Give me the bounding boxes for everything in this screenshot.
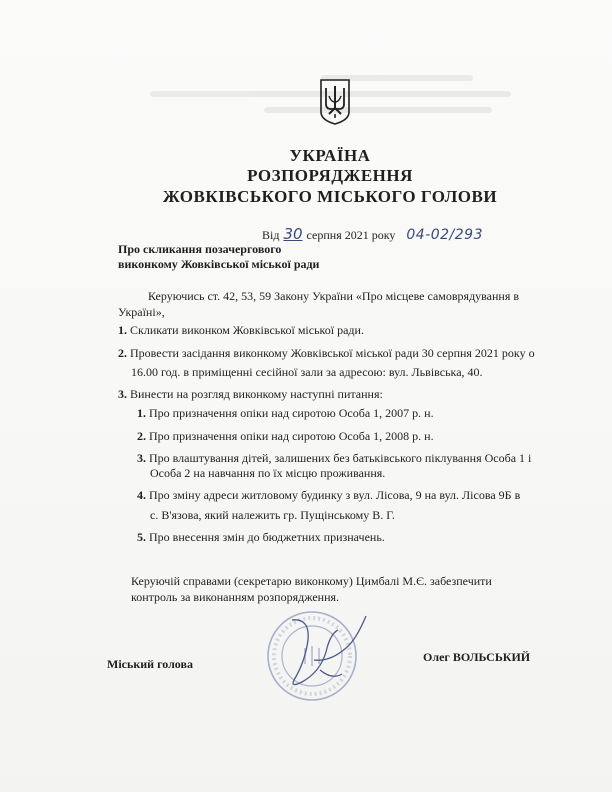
sub-item-4 [137,487,520,503]
signature-position: Міський голова [107,657,193,671]
sub-item-3 [137,450,531,466]
item-1 [118,322,364,338]
item-2-text-line-1: Провести засідання виконкому Жовківської міської ради 30 серпня 2021 року о [130,346,535,360]
sub-item-3-text-line-1: Про влаштування дітей, залишених без батьківського піклування Особа 1 і [149,451,532,465]
sub-item-1-text: Про призначення опіки над сиротою Особа 1, 2007 р. н. [149,406,434,420]
subject-line-1: Про скликання позачергового [118,242,282,256]
sub-item-1-number: 1. [137,406,146,420]
item-2 [118,345,535,361]
sub-item-4-text-line-2: с. В'язова, який належить гр. Пущінському В. Г. [150,508,395,522]
preamble-line-1: Керуючись ст. 42, 53, 59 Закону України «Про місцеве самоврядування в [148,289,520,303]
sub-item-2 [137,428,434,444]
sub-item-5 [137,529,385,545]
sub-item-4-text-line-1: Про зміну адреси житловому будинку з вул. Лісова, 9 на вул. Лісова 9Б в [149,488,521,502]
sub-item-2-text: Про призначення опіки над сиротою Особа 1, 2008 р. н. [149,429,434,443]
date-line [262,225,483,243]
item-1-text: Скликати виконком Жовківської міської ради. [130,323,364,337]
date-prefix: Від [262,228,280,242]
control-line-2: контроль за виконанням розпорядження. [131,590,340,604]
item-3-number: 3. [118,387,127,401]
item-1-number: 1. [118,323,127,337]
preamble-line-2: Україні», [118,305,165,319]
header-country: УКРАЇНА [289,146,371,165]
date-day: 30 [283,225,303,243]
item-2-number: 2. [118,346,127,360]
subject-block [118,242,319,272]
item-3 [118,386,383,402]
trident-icon [318,78,352,126]
sub-item-5-text: Про внесення змін до бюджетних призначень. [149,530,385,544]
signatory-name: Олег ВОЛЬСЬКИЙ [423,650,531,664]
official-seal-icon [250,600,380,710]
item-3-text: Винести на розгляд виконкому наступні питання: [130,387,383,401]
item-2-text-line-2: 16.00 год. в приміщенні сесійної зали за адресою: вул. Львівська, 40. [131,365,483,379]
sub-item-5-number: 5. [137,530,146,544]
header-doc-type: РОЗПОРЯДЖЕННЯ [247,166,413,185]
sub-item-2-number: 2. [137,429,146,443]
date-rest: серпня 2021 року [306,228,396,242]
header-authority: ЖОВКІВСЬКОГО МІСЬКОГО ГОЛОВИ [162,187,498,206]
registration-number: 04-02/293 [406,227,483,243]
sub-item-4-number: 4. [137,488,146,502]
sub-item-3-number: 3. [137,451,146,465]
subject-line-2: виконкому Жовківської міської ради [118,257,320,271]
sub-item-3-text-line-2: Особа 2 на навчання по їх місцю проживання. [150,466,386,480]
control-line-1: Керуючій справами (секретарю виконкому) Цимбалі М.Є. забезпечити [131,574,492,588]
sub-item-1 [137,405,434,421]
